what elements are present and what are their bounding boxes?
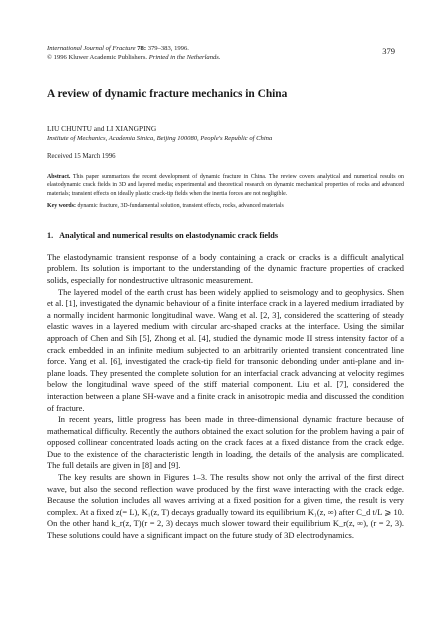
page-number: 379 xyxy=(382,46,395,56)
section-title: Analytical and numerical results on elastodynamic crack fields xyxy=(59,230,279,240)
journal-volume: 78: xyxy=(137,45,147,52)
copyright: © 1996 Kluwer Academic Publishers. xyxy=(47,53,148,61)
journal-pages: 379–383, 1996. xyxy=(147,45,189,52)
keywords xyxy=(47,203,404,209)
body-paragraph: The key results are shown in Figures 1–3. The results show not only the arrival of the first direct wave, but also the second reflection wave produced by the first wave interacting with the crack edge. Because the solution includes all waves arriving at a fixed position for a given time, the result is very complex. At a fixed z(= L), K₁(z, T) decays gradually toward its equilibrium K₁(z, ∞) after C_d t/L ⩾ 10. On the other hand k_r(z, T)(r = 2, 3) decays much slower toward their equilibrium K_r(z, ∞), (r = 2, 3). These solutions could have a significant impact on the future study of 3D electrodynamics. xyxy=(47,472,404,541)
keywords-text: dynamic fracture, 3D-fundamental solution, transient effects, rocks, advanced materials xyxy=(77,202,284,209)
journal-name: International Journal of Fracture xyxy=(47,45,136,52)
journal-citation xyxy=(47,45,404,54)
body-paragraph: The elastodynamic transient response of a body containing a crack or cracks is a difficult analytical problem. Its solution is important to the understanding of the dynamic fracture properties of cracked solids, especially for nondestructive ultrasonic measurement. xyxy=(47,251,404,285)
abstract-text: This paper summarizes the recent development of dynamic fracture in China. The review covers analytical and numerical results on elastodynamic crack fields in 3D and layered media; experimental and theoretical research on dynamic mechanical properties of rocks and advanced materials; transient effects on ideally plastic crack-tip fields when the inertia forces are not negligible. xyxy=(47,174,404,197)
printed-note: Printed in the Netherlands. xyxy=(148,53,221,61)
journal-header xyxy=(47,45,404,62)
section-body xyxy=(47,252,404,542)
article-authors: LIU CHUNTU and LI XIANGPING xyxy=(47,124,157,134)
abstract xyxy=(47,173,404,198)
article-title: A review of dynamic fracture mechanics in China xyxy=(47,88,288,101)
section-number: 1. xyxy=(47,230,54,240)
body-paragraph: The layered model of the earth crust has been widely applied to seismology and to geophysics. Shen et al. [1], investigated the dynamic behaviour of a finite interface crack in a layered medium irradiated by a normally incident harmonic longitudinal wave. Wang et al. [2, 3], considered the scattering of steady elastic waves in a layered medium with circular arc-shaped cracks at the interface. Using the similar approach of Chen and Sih [5], Zhong et al. [4], studied the dynamic mode II stress intensity factor of a crack embedded in an infinite medium subjected to an arbitrarily oriented transient concentrated line force. Yang et al. [6], investigated the crack-tip field for transonic debonding under anti-plane and in-plane loads. They presented the complete solution for an interfacial crack advancing at velocity regimes below the longitudinal wave speed of the stiff material component. Liu et al. [7], considered the interaction between a plane SH-wave and a finite crack in anisotropic media and discussed the condition of fracture. xyxy=(47,286,404,413)
author-affiliation: Institute of Mechanics, Academia Sinica, Beijing 100080, People's Republic of China xyxy=(47,135,273,143)
received-date: Received 15 March 1996 xyxy=(47,153,116,161)
copyright-line xyxy=(47,54,404,63)
section-heading xyxy=(47,231,404,240)
abstract-label: Abstract. xyxy=(47,174,71,181)
body-paragraph: In recent years, little progress has been made in three-dimensional dynamic fracture because of mathematical difficulty. Recently the authors obtained the exact solution for the problem having a pair of opposed collinear concentrated loads acting on the crack faces at a fixed distance from the crack edge. Due to the existence of the characteristic length in loading, the details of the analysis are complicated. The full details are given in [8] and [9]. xyxy=(47,414,404,471)
keywords-label: Key words: xyxy=(47,202,76,209)
